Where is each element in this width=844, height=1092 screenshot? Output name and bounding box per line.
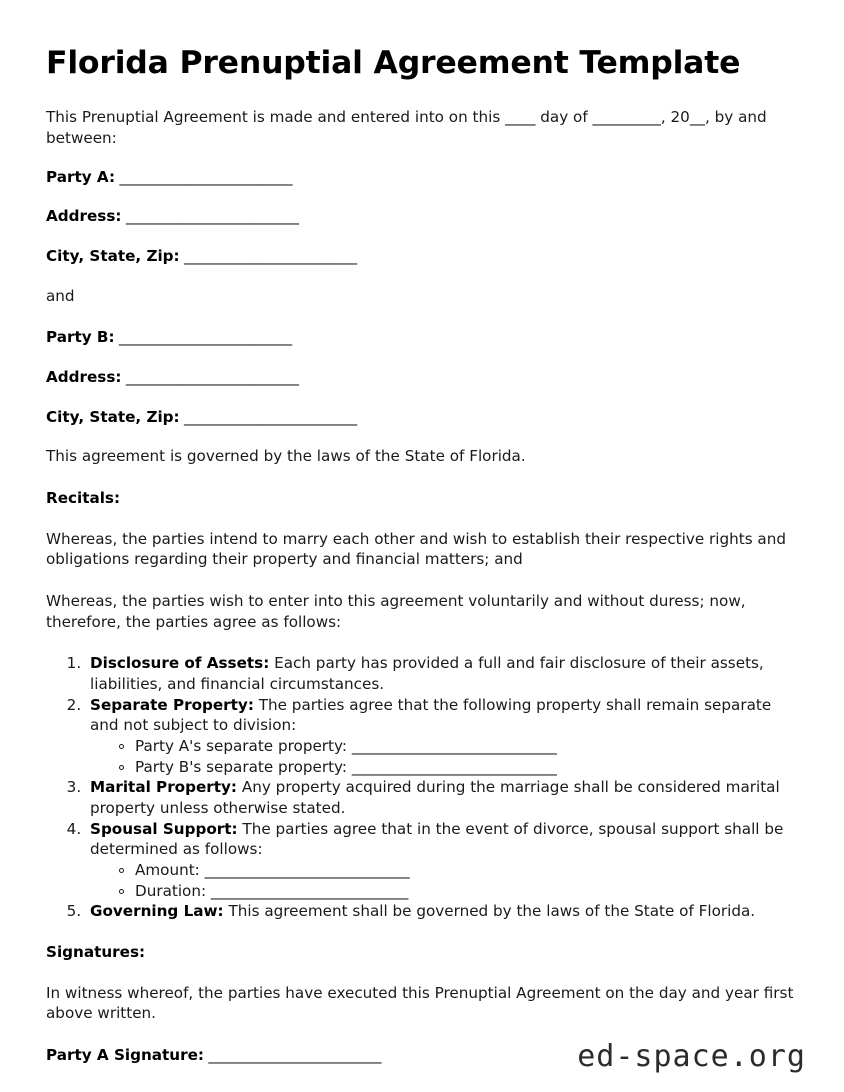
party-b-city-field (46, 407, 794, 428)
site-watermark: ed-space.org (577, 1039, 806, 1074)
clause-lead: Separate Property: (90, 695, 254, 714)
party-a-city-blank[interactable]: ________________________ (179, 246, 357, 265)
party-b-city-blank[interactable]: ________________________ (179, 407, 357, 426)
page-title: Florida Prenuptial Agreement Template (46, 45, 741, 81)
clause-body: The parties agree that in the event of divorce, spousal support shall be determined as follows: (90, 819, 784, 859)
clause-lead: Disclosure of Assets: (90, 654, 270, 673)
list-item (86, 777, 794, 818)
list-item (86, 901, 794, 922)
party-a-city-field (46, 246, 794, 267)
party-a-address-blank[interactable]: ________________________ (121, 207, 299, 226)
party-b-name-label: Party B: (46, 328, 115, 347)
clause-lead: Marital Property: (90, 778, 238, 797)
party-a-name-blank[interactable]: ________________________ (115, 167, 293, 186)
party-a-address-field (46, 206, 794, 227)
governing-statement: This agreement is governed by the laws of the State of Florida. (46, 447, 526, 466)
clause-body: Any property acquired during the marriage shall be considered marital property unless otherwise stated. (90, 778, 780, 818)
recital-paragraph-1: Whereas, the parties intend to marry each other and wish to establish their respective rights and obligations regarding their property and financial matters; and (46, 529, 787, 569)
signatures-heading: Signatures: (46, 943, 146, 962)
party-b-address-field (46, 367, 794, 388)
party-a-name-label: Party A: (46, 167, 116, 186)
list-item[interactable]: Amount: ___________________________ (117, 860, 794, 881)
clause-lead: Governing Law: (90, 902, 224, 921)
recitals-heading: Recitals: (46, 488, 121, 507)
party-a-city-label: City, State, Zip: (46, 246, 180, 265)
party-a-signature-blank[interactable]: ________________________ (203, 1046, 382, 1065)
witness-statement: In witness whereof, the parties have executed this Prenuptial Agreement on the day and year first above written. (46, 983, 794, 1023)
list-item (86, 695, 794, 778)
clause-body: Each party has provided a full and fair disclosure of their assets, liabilities, and financial circumstances. (90, 654, 764, 694)
list-item[interactable]: Party B's separate property: ___________________________ (117, 757, 794, 778)
recital-paragraph-2: Whereas, the parties wish to enter into this agreement voluntarily and without duress; now, therefore, the parties agree as follows: (46, 592, 746, 631)
party-a-name-field (46, 167, 794, 188)
list-item[interactable]: Party A's separate property: ___________________________ (117, 736, 794, 757)
party-b-address-label: Address: (46, 367, 122, 386)
clause-body: This agreement shall be governed by the laws of the State of Florida. (223, 902, 756, 921)
list-item (86, 653, 794, 694)
party-a-address-label: Address: (46, 207, 122, 226)
party-b-name-blank[interactable]: ________________________ (114, 328, 292, 347)
conjunction-text: and (46, 286, 75, 305)
party-b-name-field (46, 327, 794, 348)
intro-paragraph: This Prenuptial Agreement is made and entered into on this ____ day of _________, 20__, by and between: (46, 108, 767, 147)
party-b-city-label: City, State, Zip: (46, 407, 180, 426)
party-a-signature-label: Party A Signature: (46, 1046, 204, 1065)
party-b-address-blank[interactable]: ________________________ (121, 367, 299, 386)
clause-body: The parties agree that the following property shall remain separate and not subject to division: (90, 695, 772, 735)
clause-lead: Spousal Support: (90, 819, 238, 838)
list-item (86, 819, 794, 902)
clause-list (46, 653, 794, 922)
clause-sublist (90, 860, 794, 901)
list-item[interactable]: Duration: __________________________ (117, 881, 794, 902)
clause-sublist (90, 736, 794, 777)
